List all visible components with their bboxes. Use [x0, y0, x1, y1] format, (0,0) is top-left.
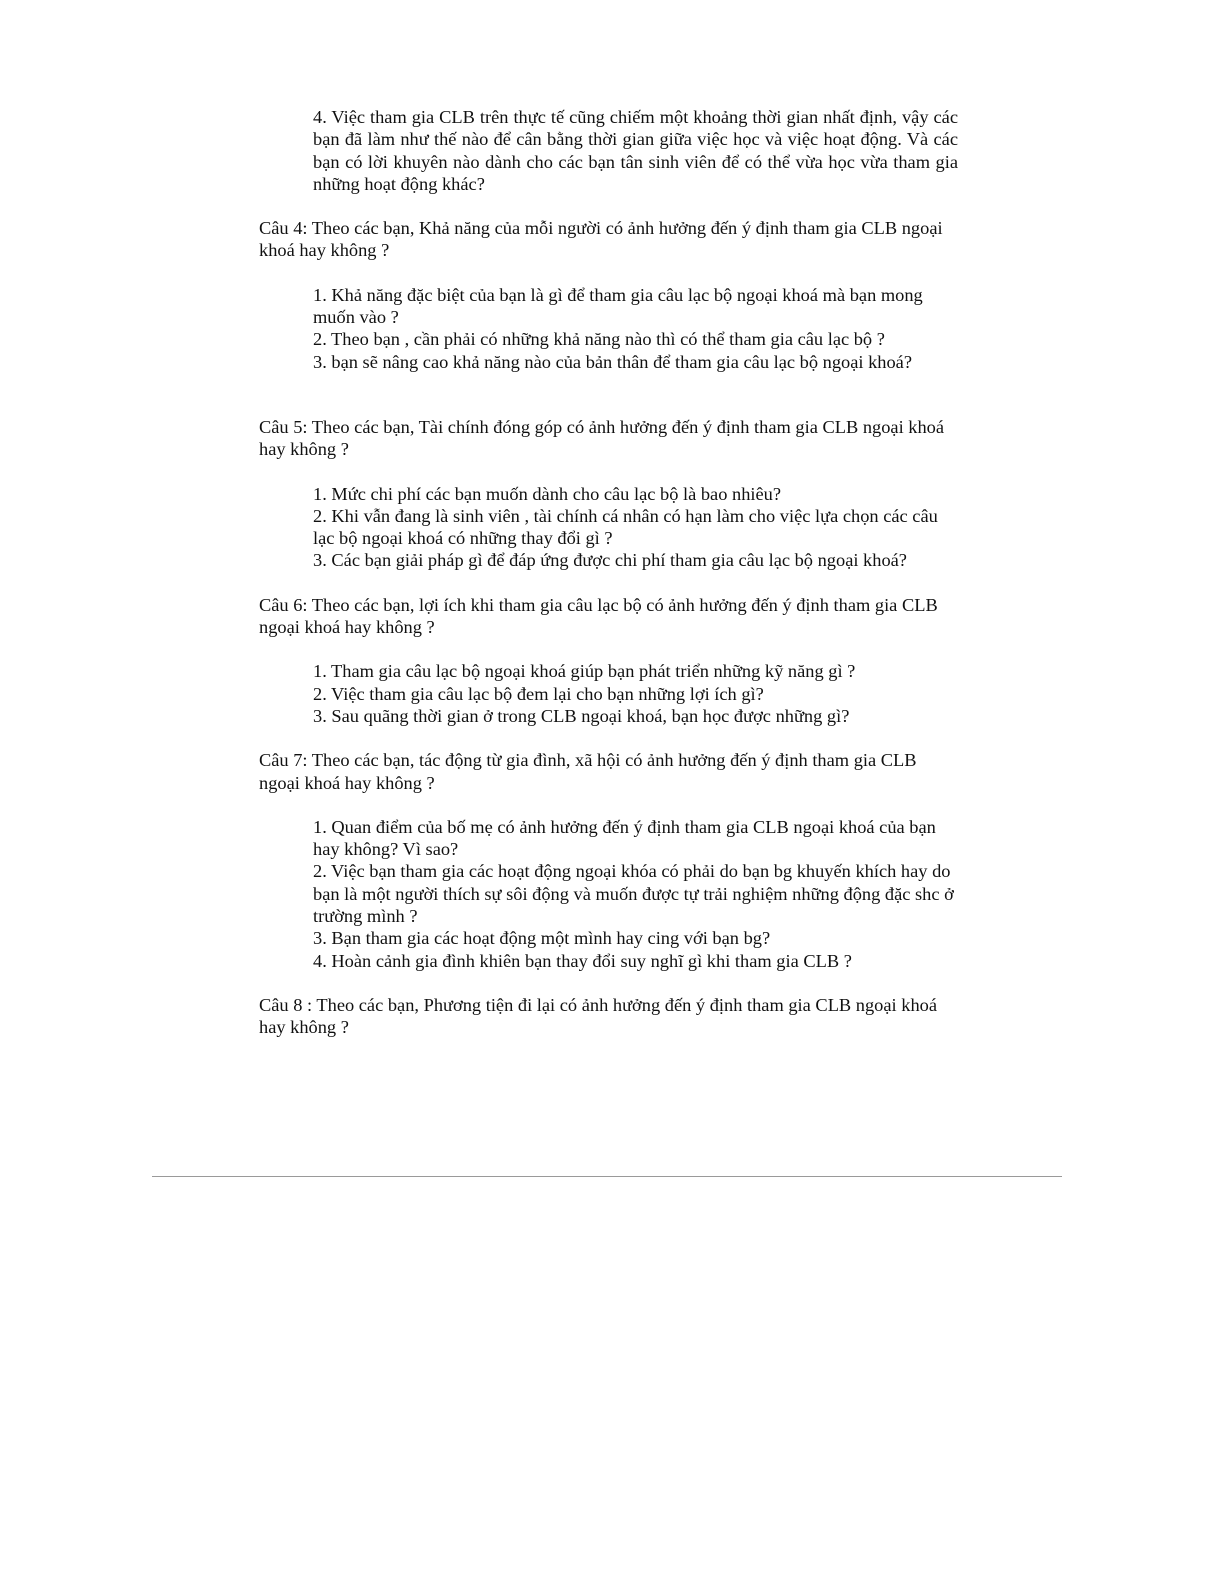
question-6-title: Câu 6: Theo các bạn, lợi ích khi tham gia câu lạc bộ có ảnh hưởng đến ý định tham gia CLB ngoại khoá hay không ? [259, 594, 938, 638]
list-item: 2. Việc tham gia câu lạc bộ đem lại cho bạn những lợi ích gì? [313, 683, 764, 704]
list-item: 3. Các bạn giải pháp gì để đáp ứng được chi phí tham gia câu lạc bộ ngoại khoá? [313, 550, 907, 571]
question-6-sub-list [313, 660, 958, 727]
list-item: 3. Bạn tham gia các hoạt động một mình hay cing với bạn bg? [313, 928, 771, 949]
list-item: 2. Việc bạn tham gia các hoạt động ngoại khóa có phải do bạn bg khuyến khích hay do bạn là một người thích sự sôi động và muốn được tự trải nghiệm những động đặc shc ở trường mình ? [313, 861, 954, 927]
question-8-title: Câu 8 : Theo các bạn, Phương tiện đi lại có ảnh hưởng đến ý định tham gia CLB ngoại khoá hay không ? [259, 994, 937, 1038]
list-item: 2. Khi vẫn đang là sinh viên , tài chính cá nhân có hạn làm cho việc lựa chọn các câu lạc bộ ngoại khoá có những thay đổi gì ? [313, 505, 938, 549]
list-item: 1. Tham gia câu lạc bộ ngoại khoá giúp bạn phát triển những kỹ năng gì ? [313, 661, 856, 682]
list-item: 3. Sau quãng thời gian ở trong CLB ngoại khoá, bạn học được những gì? [313, 705, 850, 726]
question-4-sub-list [313, 284, 958, 373]
question-3-sub-list [313, 106, 958, 195]
list-item: 1. Khả năng đặc biệt của bạn là gì để tham gia câu lạc bộ ngoại khoá mà bạn mong muốn vào ? [313, 284, 923, 328]
list-item: 1. Quan điểm của bố mẹ có ảnh hưởng đến ý định tham gia CLB ngoại khoá của bạn hay không? Vì sao? [313, 816, 936, 860]
question-5-sub-list [313, 483, 958, 572]
question-7-title: Câu 7: Theo các bạn, tác động từ gia đình, xã hội có ảnh hưởng đến ý định tham gia CLB ngoại khoá hay không ? [259, 750, 917, 793]
list-item: 2. Theo bạn , cần phải có những khả năng nào thì có thể tham gia câu lạc bộ ? [313, 329, 885, 350]
list-item: 4. Việc tham gia CLB trên thực tế cũng chiếm một khoảng thời gian nhất định, vậy các bạn đã làm như thế nào để cân bằng thời gian giữa việc học và việc hoạt động. Và các bạn có lời khuyên nào dành cho các bạn tân sinh viên để có thể vừa học vừa tham gia những hoạt động khác? [313, 107, 958, 194]
document-body [259, 106, 979, 1039]
question-7-sub-list [313, 816, 958, 972]
question-4-title: Câu 4: Theo các bạn, Khả năng của mỗi người có ảnh hưởng đến ý định tham gia CLB ngoại khoá hay không ? [259, 218, 943, 261]
list-item: 1. Mức chi phí các bạn muốn dành cho câu lạc bộ là bao nhiêu? [313, 483, 782, 504]
list-item: 3. bạn sẽ nâng cao khả năng nào của bản thân để tham gia câu lạc bộ ngoại khoá? [313, 351, 912, 372]
list-item: 4. Hoàn cảnh gia đình khiên bạn thay đổi suy nghĩ gì khi tham gia CLB ? [313, 950, 852, 971]
question-5-title: Câu 5: Theo các bạn, Tài chính đóng góp có ảnh hưởng đến ý định tham gia CLB ngoại khoá hay không ? [259, 416, 945, 460]
page-separator [152, 1176, 1062, 1177]
